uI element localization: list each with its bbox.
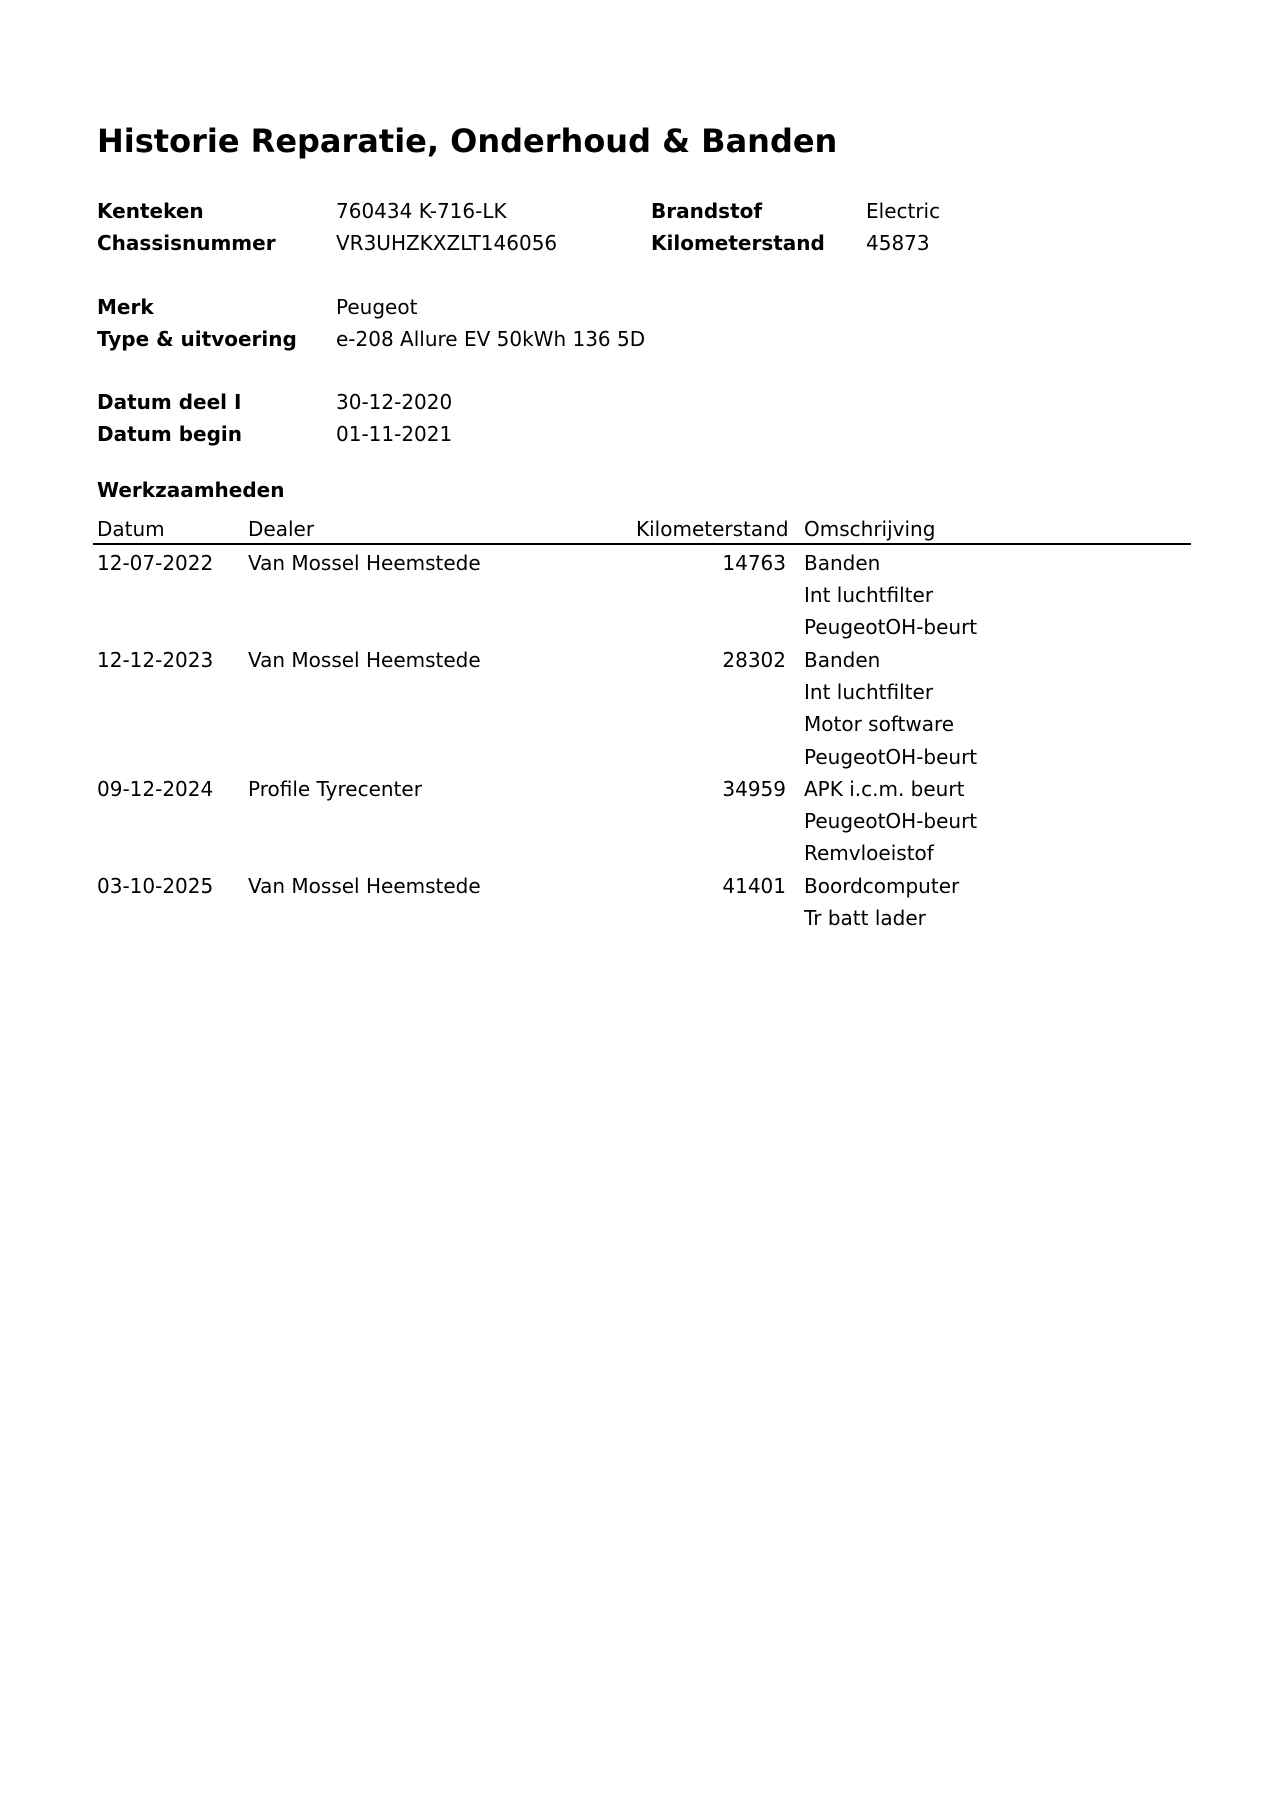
column-header-dealer: Dealer [248,517,315,541]
row-1-datum: 12-07-2022 [97,551,214,575]
datum-begin-value: 01-11-2021 [336,422,453,446]
werkzaamheden-heading: Werkzaamheden [97,478,285,502]
chassisnummer-value: VR3UHZKXZLT146056 [336,231,558,255]
row-2-dealer: Van Mossel Heemstede [248,648,481,672]
column-header-datum: Datum [97,517,165,541]
row-2-datum: 12-12-2023 [97,648,214,672]
row-1-dealer: Van Mossel Heemstede [248,551,481,575]
type-uitvoering-label: Type & uitvoering [97,327,297,351]
column-header-kilometerstand: Kilometerstand [636,517,789,541]
row-3-dealer: Profile Tyrecenter [248,777,422,801]
row-1-kilometerstand: 14763 [722,551,786,575]
column-header-omschrijving: Omschrijving [804,517,936,541]
merk-value: Peugeot [336,295,418,319]
row-2-omschrijving-3: Motor software [804,712,955,736]
row-3-datum: 09-12-2024 [97,777,214,801]
datum-begin-label: Datum begin [97,422,242,446]
row-3-omschrijving-2: PeugeotOH-beurt [804,809,978,833]
kilometerstand-label: Kilometerstand [651,231,825,255]
row-2-omschrijving-2: Int luchtfilter [804,680,934,704]
page-title: Historie Reparatie, Onderhoud & Banden [97,122,838,160]
row-2-kilometerstand: 28302 [722,648,786,672]
row-4-dealer: Van Mossel Heemstede [248,874,481,898]
brandstof-value: Electric [866,199,941,223]
chassisnummer-label: Chassisnummer [97,231,276,255]
row-3-omschrijving-3: Remvloeistof [804,841,934,865]
row-1-omschrijving-2: Int luchtfilter [804,583,934,607]
row-4-omschrijving-2: Tr batt lader [804,906,926,930]
row-4-datum: 03-10-2025 [97,874,214,898]
row-3-omschrijving-1: APK i.c.m. beurt [804,777,965,801]
row-1-omschrijving-3: PeugeotOH-beurt [804,615,978,639]
kenteken-value: 760434 K-716-LK [336,199,507,223]
row-3-kilometerstand: 34959 [722,777,786,801]
type-uitvoering-value: e-208 Allure EV 50kWh 136 5D [336,327,646,351]
row-2-omschrijving-4: PeugeotOH-beurt [804,745,978,769]
brandstof-label: Brandstof [651,199,763,223]
row-4-omschrijving-1: Boordcomputer [804,874,960,898]
datum-deel1-label: Datum deel I [97,390,242,414]
kenteken-label: Kenteken [97,199,204,223]
row-4-kilometerstand: 41401 [722,874,786,898]
row-2-omschrijving-1: Banden [804,648,881,672]
row-1-omschrijving-1: Banden [804,551,881,575]
kilometerstand-value: 45873 [866,231,930,255]
table-header-divider [93,543,1191,545]
merk-label: Merk [97,295,154,319]
datum-deel1-value: 30-12-2020 [336,390,453,414]
